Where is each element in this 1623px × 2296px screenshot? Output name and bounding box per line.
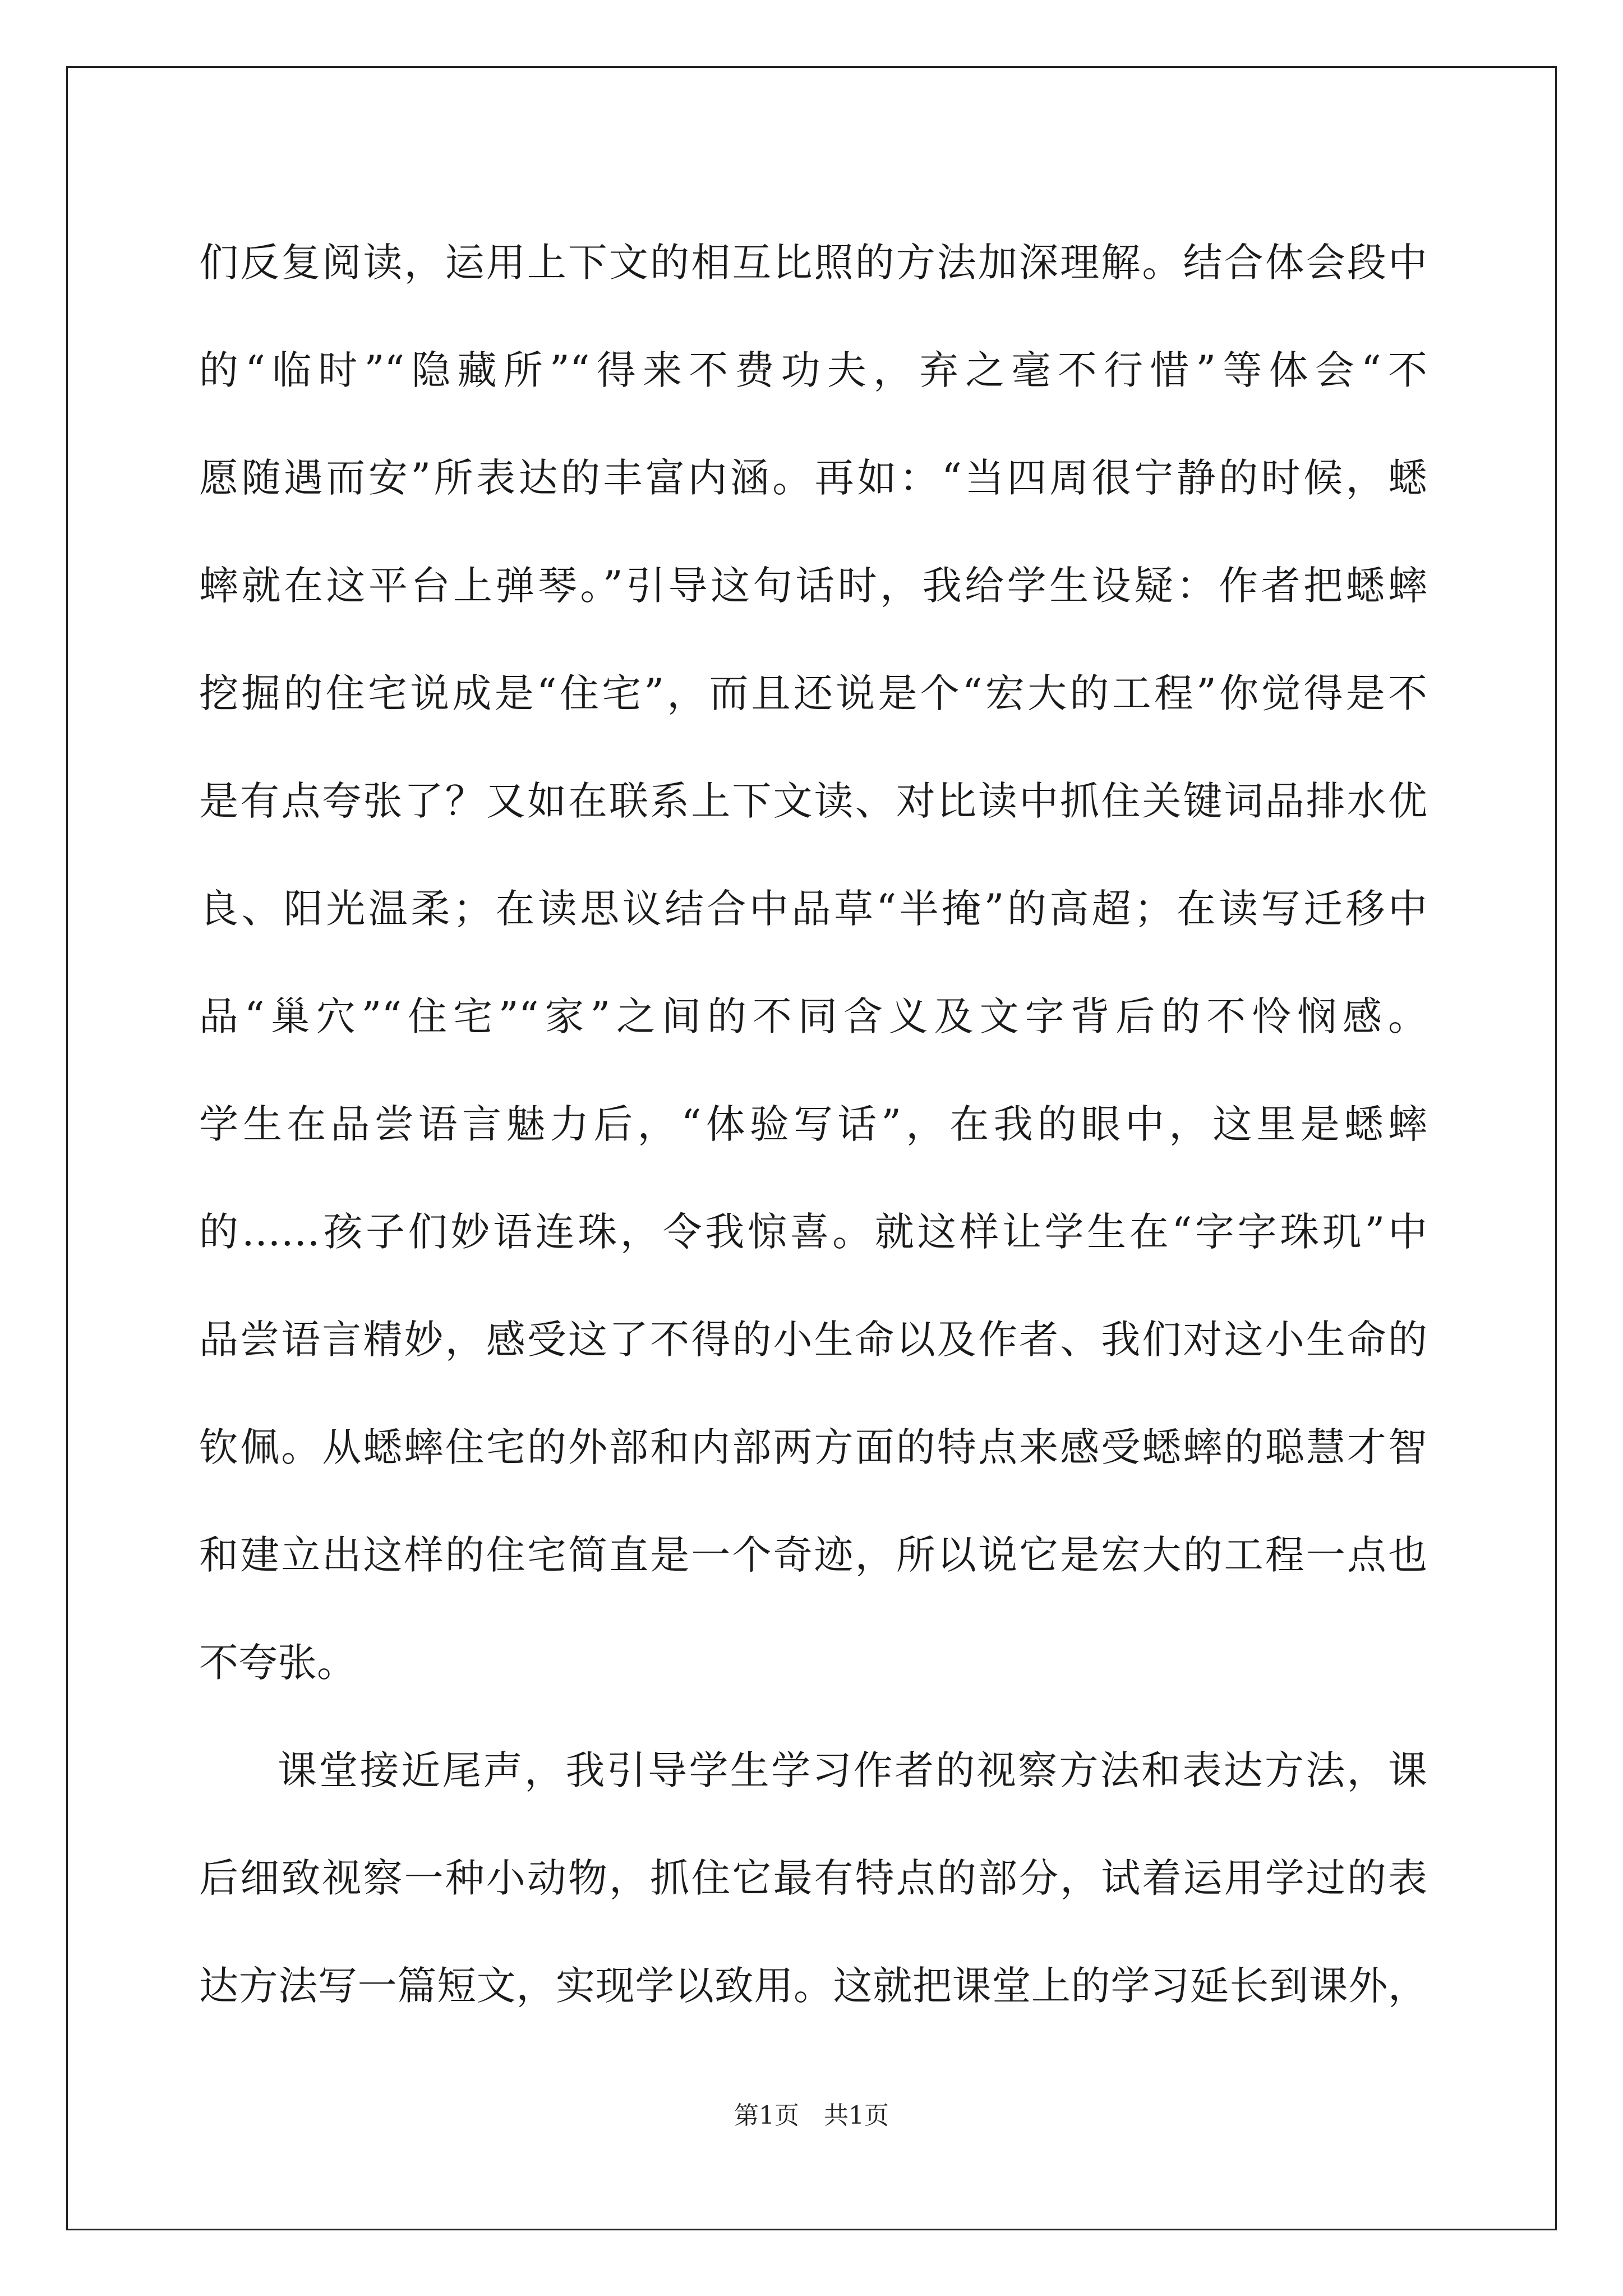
text-line: 品尝语言精妙，感受这了不得的小生命以及作者、我们对这小生命的 [199, 1317, 1427, 1363]
paragraph-2 [199, 1717, 1427, 2040]
text-line: 挖掘的住宅说成是“住宅”，而且还说是个“宏大的工程”你觉得是不 [199, 670, 1427, 716]
text-line: 学生在品尝语言魅力后，“体验写话”，在我的眼中，这里是蟋蟀 [199, 1101, 1427, 1147]
document-body [199, 209, 1427, 2040]
text-line: 良、阳光温柔；在读思议结合中品草“半掩”的高超；在读写迁移中 [199, 886, 1427, 932]
text-line: 品“巢穴”“住宅”“家”之间的不同含义及文字背后的不怜悯感。 [199, 993, 1427, 1039]
text-line: 是有点夸张了？又如在联系上下文读、对比读中抓住关键词品排水优 [199, 778, 1427, 824]
text-line: 钦佩。从蟋蟀住宅的外部和内部两方面的特点来感受蟋蟀的聪慧才智 [199, 1424, 1427, 1470]
text-line: 课堂接近尾声，我引导学生学习作者的视察方法和表达方法，课 [278, 1747, 1427, 1793]
text-line: 的……孩子们妙语连珠，令我惊喜。就这样让学生在“字字珠玑”中 [199, 1209, 1427, 1255]
text-line: 和建立出这样的住宅简直是一个奇迹，所以说它是宏大的工程一点也 [199, 1532, 1427, 1578]
text-line: 愿随遇而安”所表达的丰富内涵。再如：“当四周很宁静的时候，蟋 [199, 455, 1427, 501]
text-line: 不夸张。 [199, 1640, 356, 1686]
text-line: 们反复阅读，运用上下文的相互比照的方法加深理解。结合体会段中 [199, 240, 1427, 286]
page-footer: 第1页 共1页 [734, 2101, 889, 2130]
text-line: 的“临时”“隐藏所”“得来不费功夫，弃之毫不行惜”等体会“不 [199, 347, 1427, 393]
text-line: 达方法写一篇短文，实现学以致用。这就把课堂上的学习延长到课外， [199, 1963, 1427, 2009]
text-line: 蟀就在这平台上弹琴。”引导这句话时，我给学生设疑：作者把蟋蟀 [199, 563, 1427, 609]
paragraph-1 [199, 209, 1427, 1717]
text-line: 后细致视察一种小动物，抓住它最有特点的部分，试着运用学过的表 [199, 1855, 1427, 1901]
